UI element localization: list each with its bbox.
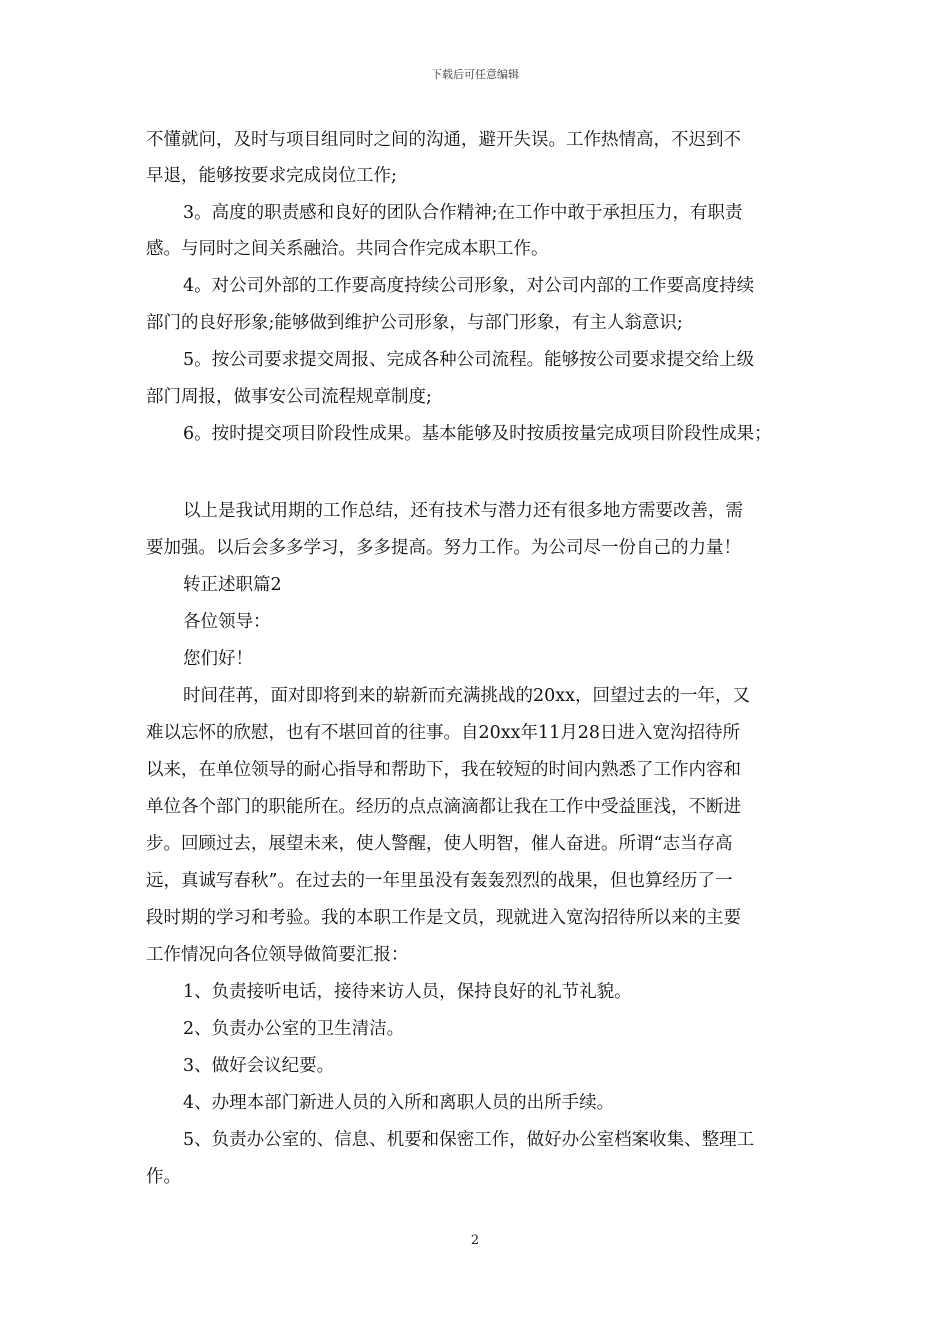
text-line: 不懂就问，及时与项目组同时之间的沟通，避开失误。工作热情高，不迟到不 [146,130,741,150]
list-item: 1、负责接听电话，接待来访人员，保持良好的礼节礼貌。 [183,982,632,1002]
page-number: 2 [470,1233,480,1248]
page-header: 下载后可任意编辑 [431,68,519,81]
text-line: 3。高度的职责感和良好的团队合作精神;在工作中敢于承担压力，有职责 [183,203,743,223]
text-line: 要加强。以后会多多学习，多多提高。努力工作。为公司尽一份自己的力量！ [146,538,741,558]
text-line: 远，真诚写春秋”。在过去的一年里虽没有轰轰烈烈的战果，但也算经历了一 [146,871,733,891]
text-line: 步。回顾过去，展望未来，使人警醒，使人明智，催人奋进。所谓“志当存高 [146,834,733,854]
text-line: 时间荏苒，面对即将到来的崭新而充满挑战的20xx，回望过去的一年，又 [183,686,751,706]
text-line: 早退，能够按要求完成岗位工作; [146,166,397,186]
section-heading: 转正述职篇2 [183,575,282,595]
text-line: 难以忘怀的欣慰，也有不堪回首的往事。自20xx年11月28日进入宽沟招待所 [146,723,741,743]
greeting: 您们好！ [183,649,253,669]
text-line: 作。 [146,1167,181,1187]
text-line: 工作情况向各位领导做简要汇报： [146,945,409,965]
list-item: 3、做好会议纪要。 [183,1056,335,1076]
text-line: 4。对公司外部的工作要高度持续公司形象，对公司内部的工作要高度持续 [183,276,755,296]
text-line: 以来，在单位领导的耐心指导和帮助下，我在较短的时间内熟悉了工作内容和 [146,760,741,780]
text-line: 段时期的学习和考验。我的本职工作是文员，现就进入宽沟招待所以来的主要 [146,908,741,928]
text-line: 5。按公司要求提交周报、完成各种公司流程。能够按公司要求提交给上级 [183,350,755,370]
list-item: 2、负责办公室的卫生清洁。 [183,1019,405,1039]
text-line: 感。与同时之间关系融洽。共同合作完成本职工作。 [146,239,549,259]
text-line: 6。按时提交项目阶段性成果。基本能够及时按质按量完成项目阶段性成果； [183,424,772,444]
text-line: 部门周报，做事安公司流程规章制度; [146,387,432,407]
list-item: 4、办理本部门新进人员的入所和离职人员的出所手续。 [183,1093,615,1113]
text-line: 单位各个部门的职能所在。经历的点点滴滴都让我在工作中受益匪浅，不断进 [146,797,741,817]
list-item: 5、负责办公室的、信息、机要和保密工作，做好办公室档案收集、整理工 [183,1130,755,1150]
text-line: 以上是我试用期的工作总结，还有技术与潜力还有很多地方需要改善，需 [183,501,743,521]
text-line: 部门的良好形象;能够做到维护公司形象，与部门形象，有主人翁意识; [146,313,683,333]
salutation: 各位领导： [183,612,271,632]
